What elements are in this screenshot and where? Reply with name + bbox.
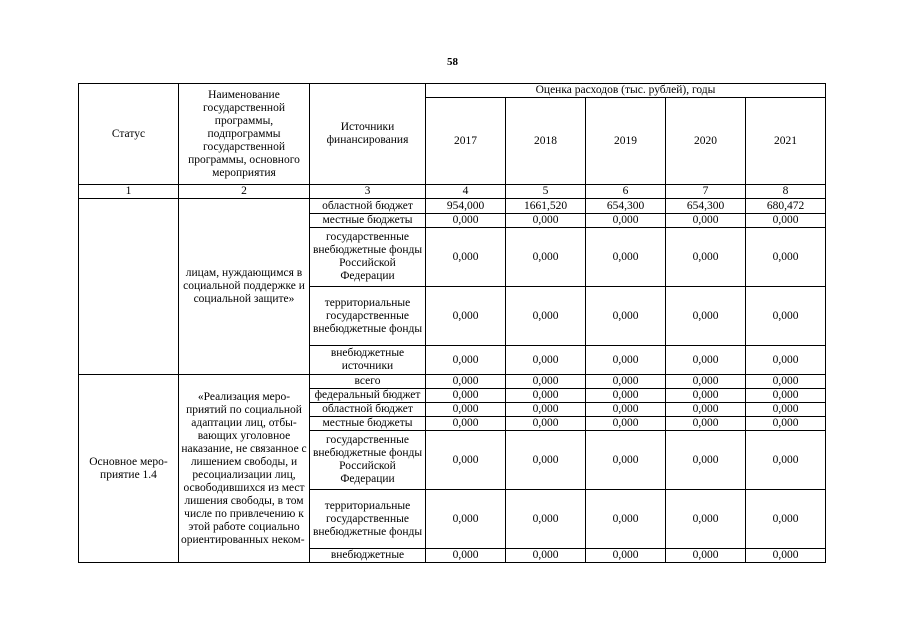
column-number: 2 [179,185,310,199]
row-value: 0,000 [426,549,506,563]
row-name: «Реализация мероприятий по социальной адаптации лиц, отбывающих уголовное наказание, не связанное с лишением свободы, и ресоциализации лиц, освободившихся из мест лишения свободы, в том числе по привлечению к этой работе социально ориентированных неком- [179,375,310,563]
row-value: 954,000 [426,199,506,214]
row-value: 0,000 [426,389,506,403]
header-year: 2020 [666,98,746,185]
row-value: 0,000 [586,214,666,228]
column-number: 1 [79,185,179,199]
row-value: 0,000 [426,214,506,228]
column-number: 8 [746,185,826,199]
row-value: 0,000 [586,490,666,549]
header-status: Статус [79,84,179,185]
row-source: местные бюджеты [310,214,426,228]
row-value: 0,000 [506,417,586,431]
row-value: 0,000 [666,403,746,417]
header-year: 2019 [586,98,666,185]
header-year: 2018 [506,98,586,185]
row-value: 0,000 [666,346,746,375]
column-number: 6 [586,185,666,199]
row-source: государственные внебюджетные фонды Российской Федерации [310,431,426,490]
header-year: 2017 [426,98,506,185]
row-value: 0,000 [506,549,586,563]
header-estimate: Оценка расходов (тыс. рублей), годы [426,84,826,98]
header-sources: Источники финансирования [310,84,426,185]
row-value: 0,000 [506,389,586,403]
row-source: территориальные государственные внебюджетные фонды [310,490,426,549]
page-number: 58 [447,56,458,68]
row-value: 0,000 [426,431,506,490]
row-value: 0,000 [506,228,586,287]
row-source: государственные внебюджетные фонды Российской Федерации [310,228,426,287]
row-value: 0,000 [426,346,506,375]
budget-table [78,83,826,563]
row-value: 1661,520 [506,199,586,214]
row-value: 0,000 [426,375,506,389]
row-value: 0,000 [506,490,586,549]
row-source: областной бюджет [310,199,426,214]
row-value: 0,000 [586,403,666,417]
header-row [79,84,826,98]
row-value: 0,000 [666,431,746,490]
row-value: 0,000 [426,417,506,431]
column-numbers-row [79,185,826,199]
row-value: 0,000 [666,490,746,549]
row-value: 0,000 [666,389,746,403]
row-value: 0,000 [746,549,826,563]
header-year: 2021 [746,98,826,185]
row-value: 0,000 [746,431,826,490]
row-name: лицам, нуждающимся в социальной поддержке и социальной защите» [179,199,310,375]
row-value: 0,000 [666,375,746,389]
row-value: 0,000 [666,214,746,228]
row-source: местные бюджеты [310,417,426,431]
row-value: 0,000 [666,287,746,346]
row-value: 0,000 [746,375,826,389]
row-value: 0,000 [746,403,826,417]
row-value: 0,000 [586,375,666,389]
row-value: 0,000 [746,214,826,228]
row-value: 0,000 [426,403,506,417]
row-status: Основное мероприятие 1.4 [79,375,179,563]
header-name: Наименование государственной программы, подпрограммы государственной программы, основного мероприятия [179,84,310,185]
table-row [79,375,826,389]
column-number: 4 [426,185,506,199]
row-value: 0,000 [506,375,586,389]
row-source: всего [310,375,426,389]
row-value: 0,000 [666,228,746,287]
row-source: внебюджетные [310,549,426,563]
row-value: 0,000 [586,346,666,375]
row-value: 0,000 [506,214,586,228]
row-value: 0,000 [586,389,666,403]
row-value: 0,000 [666,549,746,563]
row-value: 654,300 [666,199,746,214]
row-value: 0,000 [506,403,586,417]
row-status [79,199,179,375]
row-value: 0,000 [746,228,826,287]
row-value: 0,000 [586,417,666,431]
row-value: 0,000 [426,490,506,549]
row-value: 0,000 [666,417,746,431]
row-value: 0,000 [746,389,826,403]
row-value: 0,000 [746,287,826,346]
row-value: 654,300 [586,199,666,214]
row-value: 0,000 [506,431,586,490]
row-value: 0,000 [506,346,586,375]
row-value: 0,000 [426,287,506,346]
row-value: 0,000 [746,346,826,375]
row-value: 0,000 [586,228,666,287]
row-value: 0,000 [746,490,826,549]
row-value: 0,000 [426,228,506,287]
column-number: 3 [310,185,426,199]
table-row [79,199,826,214]
row-value: 0,000 [586,431,666,490]
row-source: федеральный бюджет [310,389,426,403]
row-value: 0,000 [746,417,826,431]
row-value: 680,472 [746,199,826,214]
column-number: 7 [666,185,746,199]
row-source: областной бюджет [310,403,426,417]
row-source: внебюджетные источники [310,346,426,375]
row-source: территориальные государственные внебюджетные фонды [310,287,426,346]
row-value: 0,000 [586,549,666,563]
column-number: 5 [506,185,586,199]
row-value: 0,000 [506,287,586,346]
row-value: 0,000 [586,287,666,346]
